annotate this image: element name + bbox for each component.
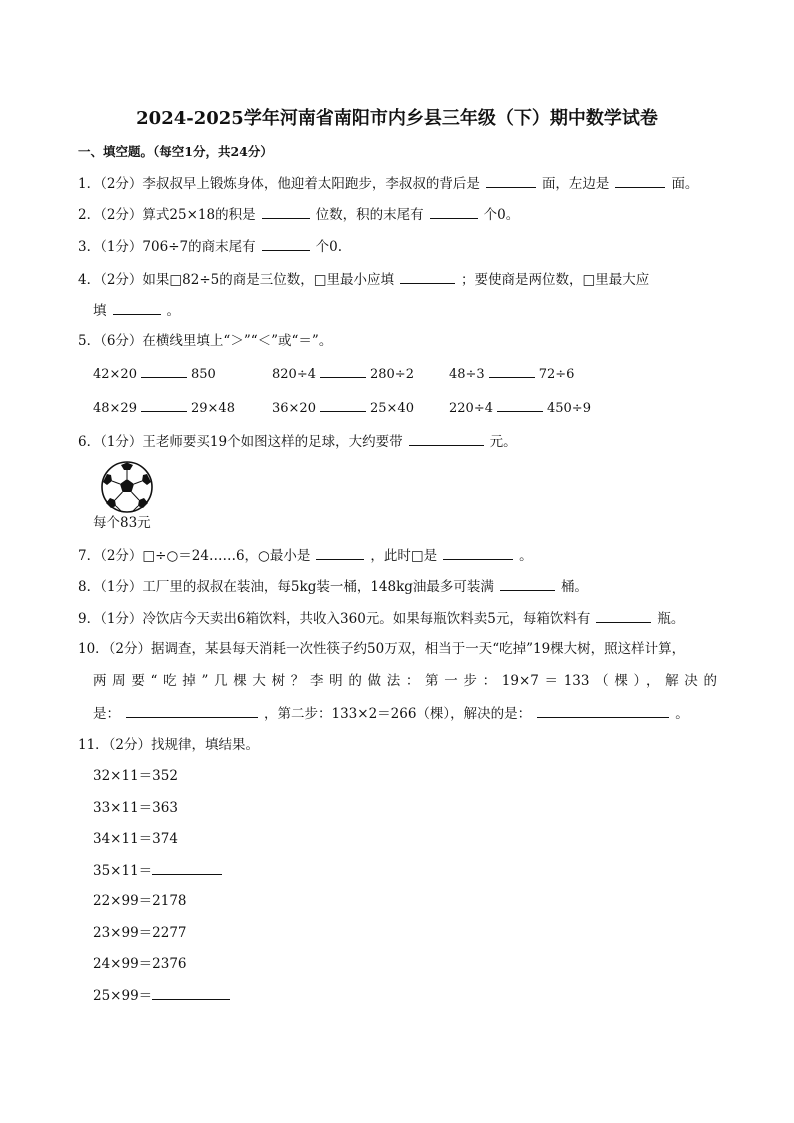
- question-text: 4．（2分）如果□82÷5的商是三位数，□里最小应填: [78, 272, 395, 288]
- question-text: 。: [166, 303, 180, 319]
- question-text: 面。: [671, 176, 699, 192]
- answer-blank[interactable]: [126, 704, 258, 718]
- question-text: 2．（2分）算式25×18的积是: [78, 207, 256, 223]
- question-5: 5．（6分）在横线里填上“＞”“＜”或“＝”。: [78, 333, 333, 349]
- question-text: ，此时□是: [370, 548, 438, 564]
- answer-blank[interactable]: [262, 205, 310, 219]
- section-heading: 一、填空题。（每空1分，共24分）: [78, 144, 273, 159]
- page-title: 2024-2025学年河南省南阳市内乡县三年级（下）期中数学试卷: [136, 108, 658, 129]
- question-text: 位数，积的末尾有: [315, 207, 424, 223]
- answer-blank[interactable]: [489, 364, 535, 378]
- question-text: 6．（1分）王老师要买19个如图这样的足球，大约要带: [78, 434, 403, 450]
- question-text: 面，左边是: [541, 176, 610, 192]
- question-8: [78, 577, 588, 596]
- answer-blank[interactable]: [537, 704, 669, 718]
- question-7: [78, 546, 533, 565]
- question-text: ；要使商是两位数，□里最大应: [461, 272, 650, 288]
- answer-blank[interactable]: [486, 174, 536, 188]
- comparison-item: 48÷3 72÷6: [449, 364, 574, 384]
- pattern-line: 33×11＝363: [93, 800, 178, 816]
- answer-blank[interactable]: [152, 986, 230, 1000]
- pattern-line: 24×99＝2376: [93, 956, 187, 972]
- question-4: [78, 270, 649, 289]
- question-text: 元。: [489, 434, 517, 450]
- answer-blank[interactable]: [596, 609, 651, 623]
- answer-blank[interactable]: [141, 398, 187, 412]
- comparison-item: 220÷4 450÷9: [449, 398, 591, 418]
- question-6: [78, 432, 517, 451]
- soccer-ball-icon: [100, 460, 154, 514]
- question-1: [78, 174, 698, 193]
- question-4-continued: [93, 301, 180, 320]
- question-10-line-3: [93, 704, 689, 723]
- answer-blank[interactable]: [409, 432, 484, 446]
- answer-blank[interactable]: [113, 301, 161, 315]
- question-text: 瓶。: [657, 611, 685, 627]
- answer-blank[interactable]: [320, 398, 366, 412]
- pattern-line: 23×99＝2277: [93, 925, 187, 941]
- answer-blank[interactable]: [316, 546, 364, 560]
- question-text: 1．（2分）李叔叔早上锻炼身体，他迎着太阳跑步，李叔叔的背后是: [78, 176, 480, 192]
- answer-blank[interactable]: [615, 174, 665, 188]
- comparison-item: 48×29 29×48: [93, 398, 235, 418]
- question-text: 。: [519, 548, 533, 564]
- question-11: 11．（2分）找规律，填结果。: [78, 737, 260, 753]
- question-text: 9．（1分）冷饮店今天卖出6箱饮料，共收入360元。如果每瓶饮料卖5元，每箱饮料有: [78, 611, 591, 627]
- answer-blank[interactable]: [443, 546, 513, 560]
- pattern-line: 35×11＝: [93, 861, 222, 880]
- question-text: 是：: [93, 706, 120, 722]
- comparison-item: 820÷4 280÷2: [272, 364, 414, 384]
- question-text: 3．（1分）706÷7的商末尾有: [78, 239, 256, 255]
- pattern-line: 32×11＝352: [93, 768, 178, 784]
- comparison-item: 42×20 850: [93, 364, 216, 384]
- answer-blank[interactable]: [500, 577, 555, 591]
- question-text: 。: [675, 706, 689, 722]
- pattern-line: 34×11＝374: [93, 831, 178, 847]
- question-2: [78, 205, 519, 224]
- question-text: 个0.: [315, 239, 342, 255]
- question-10-line-2: 两周要“吃掉”几棵大树？李明的做法：第一步：19×7＝133（棵），解决的: [93, 673, 717, 689]
- answer-blank[interactable]: [152, 861, 222, 875]
- question-10: 10．（2分）据调查，某县每天消耗一次性筷子约50万双，相当于一天“吃掉”19棵大树，照这样计算，: [78, 641, 686, 657]
- question-text: 填: [93, 303, 107, 319]
- question-9: [78, 609, 684, 628]
- answer-blank[interactable]: [497, 398, 543, 412]
- comparison-item: 36×20 25×40: [272, 398, 414, 418]
- answer-blank[interactable]: [320, 364, 366, 378]
- question-text: 8．（1分）工厂里的叔叔在装油，每5kg装一桶，148kg油最多可装满: [78, 579, 494, 595]
- answer-blank[interactable]: [262, 237, 310, 251]
- answer-blank[interactable]: [141, 364, 187, 378]
- question-text: ，第二步：133×2＝266（棵），解决的是：: [264, 706, 532, 722]
- question-text: 个0。: [483, 207, 520, 223]
- pattern-line: 25×99＝: [93, 986, 230, 1005]
- question-text: 7．（2分）□÷○＝24……6，○最小是: [78, 548, 311, 564]
- answer-blank[interactable]: [430, 205, 478, 219]
- question-3: [78, 237, 342, 256]
- ball-price-caption: 每个83元: [93, 515, 151, 531]
- pattern-line: 22×99＝2178: [93, 893, 187, 909]
- answer-blank[interactable]: [400, 270, 455, 284]
- question-text: 桶。: [560, 579, 588, 595]
